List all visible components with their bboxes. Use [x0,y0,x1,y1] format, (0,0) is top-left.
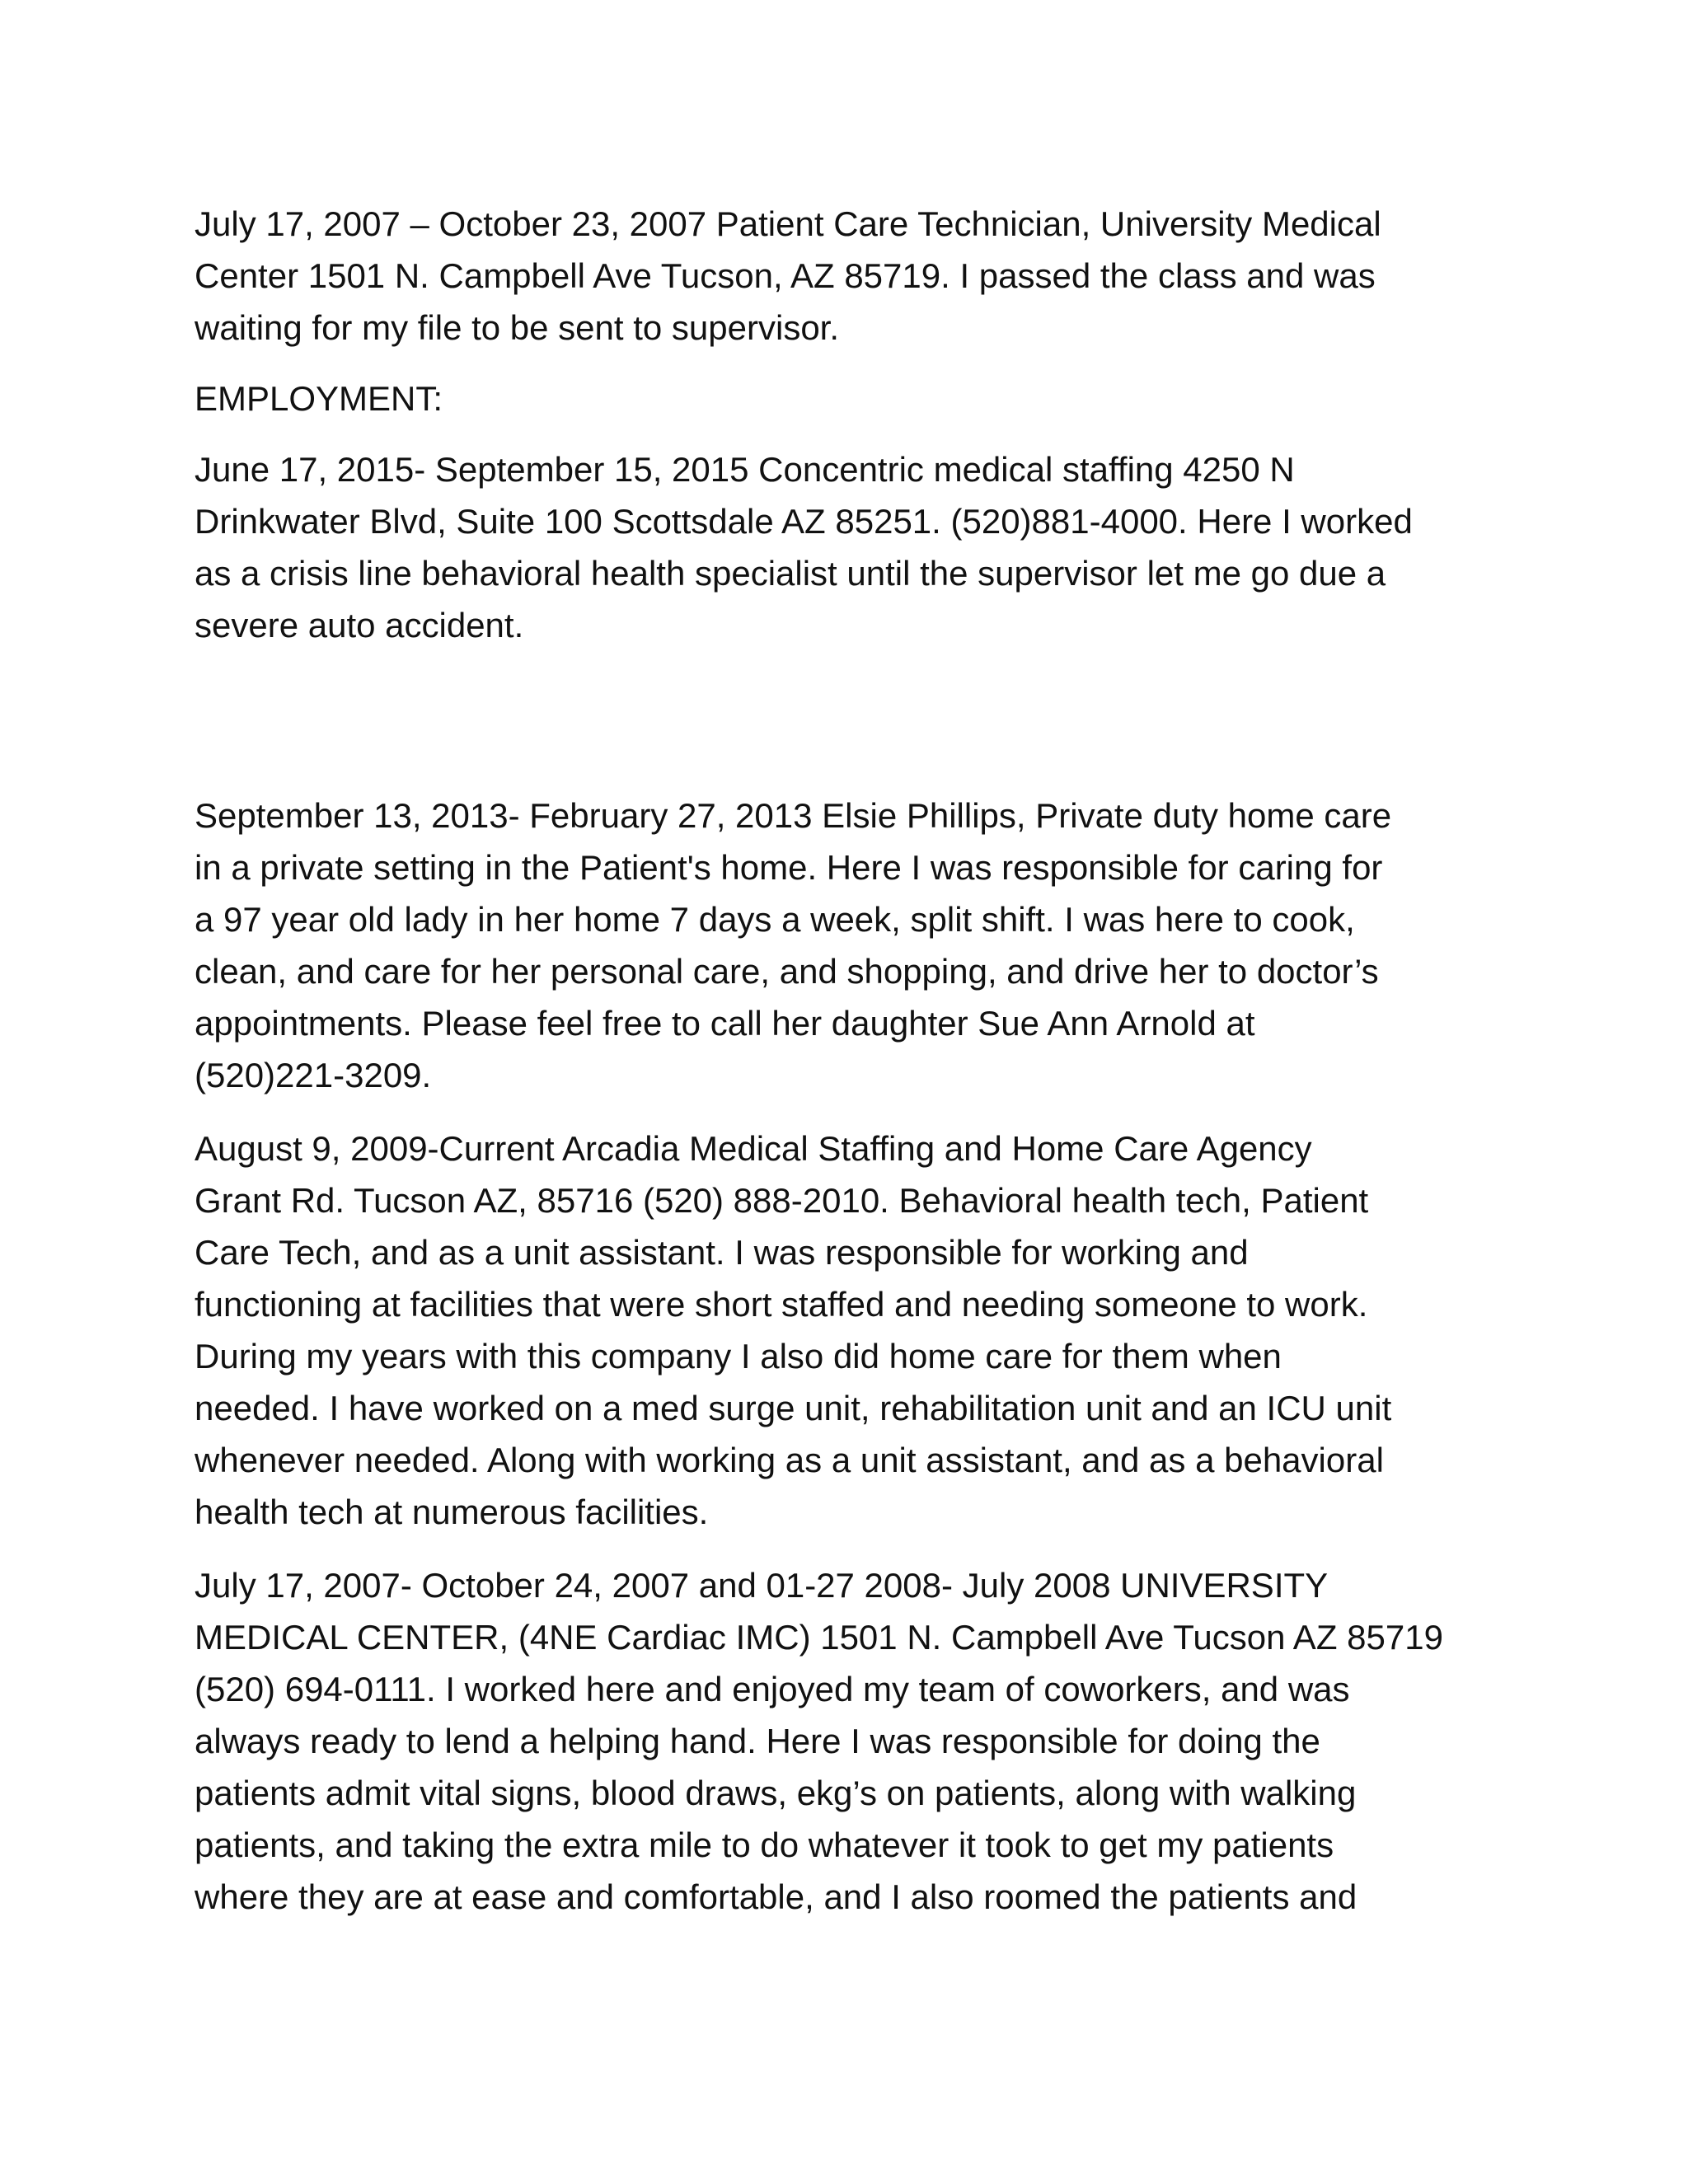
text-line: August 9, 2009-Current Arcadia Medical Staffing and Home Care Agency [195,1129,1312,1168]
text-line: Center 1501 N. Campbell Ave Tucson, AZ 85719. I passed the class and was [195,256,1376,295]
text-line: patients, and taking the extra mile to do whatever it took to get my patients [195,1825,1334,1864]
text-line: July 17, 2007 – October 23, 2007 Patient Care Technician, University Medical [195,204,1381,243]
text-line: always ready to lend a helping hand. Here I was responsible for doing the [195,1722,1320,1760]
text-line: a 97 year old lady in her home 7 days a week, split shift. I was here to cook, [195,900,1355,939]
text-line: severe auto accident. [195,606,524,644]
text-line: health tech at numerous facilities. [195,1493,709,1531]
text-line: Drinkwater Blvd, Suite 100 Scottsdale AZ 85251. (520)881-4000. Here I worked [195,502,1413,541]
text-line: Care Tech, and as a unit assistant. I was responsible for working and [195,1233,1249,1272]
text-line: June 17, 2015- September 15, 2015 Concentric medical staffing 4250 N [195,450,1295,489]
section-heading: EMPLOYMENT: [195,379,443,418]
paragraph-umc-cardiac [195,1559,1497,1923]
paragraph-arcadia-staffing [195,1122,1497,1538]
text-line: needed. I have worked on a med surge unit, rehabilitation unit and an ICU unit [195,1389,1392,1427]
text-line: (520)221-3209. [195,1056,432,1094]
paragraph-concentric-staffing [195,443,1497,651]
text-line: July 17, 2007- October 24, 2007 and 01-27 2008- July 2008 UNIVERSITY [195,1566,1329,1605]
text-line: Grant Rd. Tucson AZ, 85716 (520) 888-2010. Behavioral health tech, Patient [195,1181,1369,1220]
text-line: waiting for my file to be sent to supervisor. [195,308,840,347]
text-line: clean, and care for her personal care, and shopping, and drive her to doctor’s [195,952,1379,991]
text-line: as a crisis line behavioral health specialist until the supervisor let me go due a [195,554,1386,593]
text-line: patients admit vital signs, blood draws, ekg’s on patients, along with walking [195,1774,1357,1812]
text-line: September 13, 2013- February 27, 2013 Elsie Phillips, Private duty home care [195,796,1392,835]
paragraph-elsie-phillips [195,790,1497,1101]
section-heading-employment [195,373,1497,424]
text-line: whenever needed. Along with working as a unit assistant, and as a behavioral [195,1441,1384,1479]
text-line: appointments. Please feel free to call her daughter Sue Ann Arnold at [195,1004,1255,1043]
paragraph-training-umc [195,198,1497,354]
text-line: functioning at facilities that were short staffed and needing someone to work. [195,1285,1368,1324]
text-line: During my years with this company I also did home care for them when [195,1337,1282,1376]
text-line: MEDICAL CENTER, (4NE Cardiac IMC) 1501 N. Campbell Ave Tucson AZ 85719 [195,1618,1443,1657]
text-line: where they are at ease and comfortable, and I also roomed the patients and [195,1877,1357,1916]
text-line: (520) 694-0111. I worked here and enjoyed my team of coworkers, and was [195,1670,1350,1708]
text-line: in a private setting in the Patient's home. Here I was responsible for caring for [195,848,1383,887]
